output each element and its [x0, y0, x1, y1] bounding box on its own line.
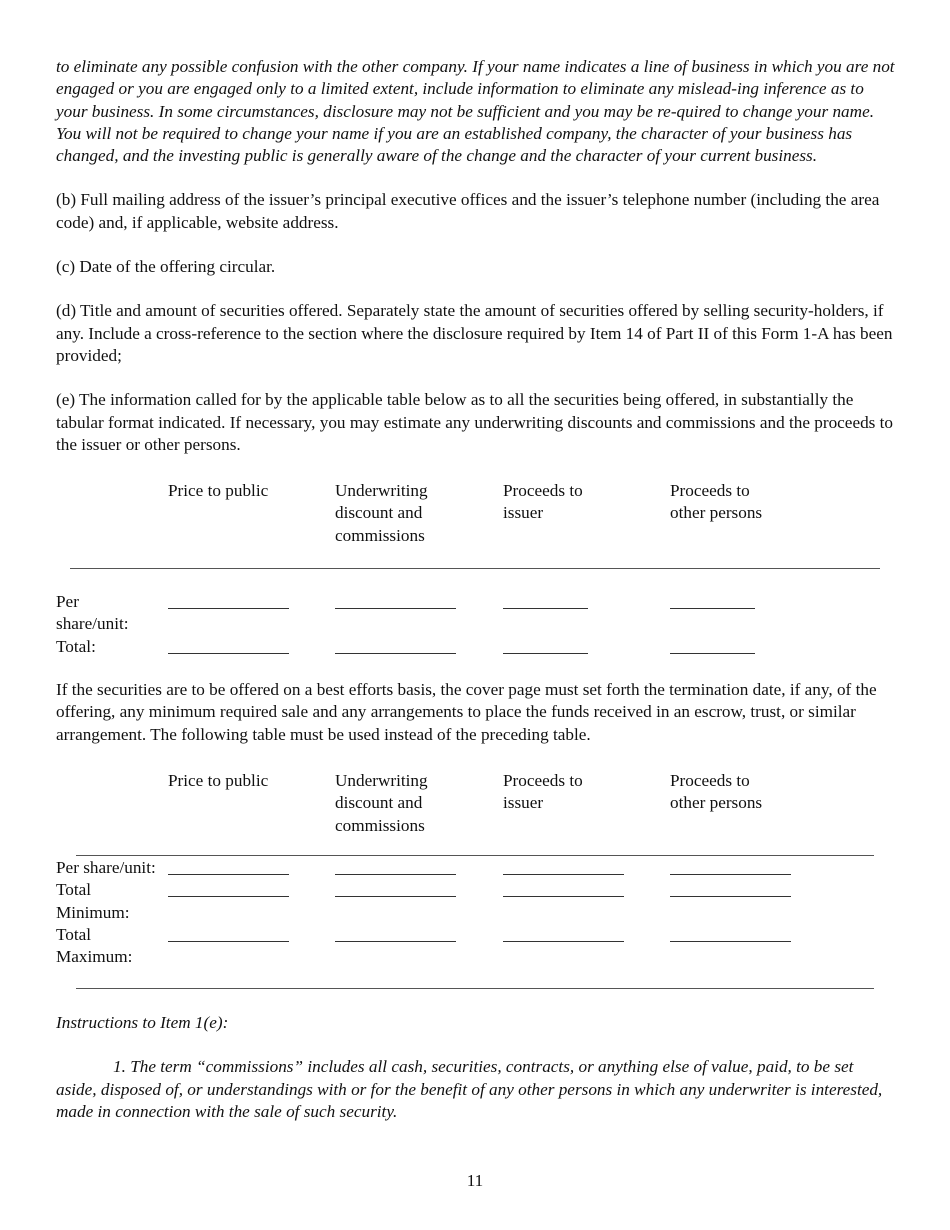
- item-1d-paragraph: (d) Title and amount of securities offered. Separately state the amount of securities offered by selling security-holders, if any. Include a cross-reference to the section where the disclosure required by Item 14 of Part II of this Form 1-A has been provided;: [56, 301, 893, 365]
- table-row: [56, 946, 896, 968]
- table-rule: [70, 568, 880, 569]
- blank-line: [335, 941, 456, 942]
- blank-line: [335, 608, 456, 609]
- row-label-per: Per: [56, 592, 79, 612]
- blank-line: [503, 608, 588, 609]
- blank-line: [670, 653, 755, 654]
- header-underwriting: Underwriting discount and commissions: [335, 771, 428, 835]
- row-label-per-share-unit: Per share/unit:: [56, 858, 156, 878]
- blank-line: [670, 896, 791, 897]
- row-label-maximum: Maximum:: [56, 947, 133, 967]
- blank-line: [168, 608, 289, 609]
- table-rule: [76, 988, 874, 989]
- table-row: [56, 902, 896, 924]
- best-efforts-table: [56, 770, 896, 1000]
- table-row: [56, 591, 896, 613]
- offering-table-header: [56, 480, 896, 560]
- document-page: [56, 56, 896, 1123]
- row-label-minimum: Minimum:: [56, 902, 130, 922]
- row-label-share-unit: share/unit:: [56, 614, 129, 634]
- table-row: [56, 857, 896, 879]
- page-number: 11: [466, 1171, 484, 1190]
- header-underwriting: Underwriting discount and commissions: [335, 481, 428, 545]
- name-confusion-paragraph: to eliminate any possible confusion with the other company. If your name indicates a line of business in which you are not engaged or you are engaged only to a limited extent, include information to eliminate any mislead-ing inference as to your business. In some circumstances, disclosure may not be sufficient and you may be re-quired to change your name. You will not be required to change your name if you are an established company, the character of your business has changed, and the investing public is generally aware of the change and the character of your current business.: [56, 57, 895, 166]
- instruction-1-paragraph: 1. The term “commissions” includes all cash, securities, contracts, or anything else of value, paid, to be set aside, disposed of, or understandings with or for the benefit of any other persons in which any underwriter is interested, made in connection with the sale of such security.: [56, 1057, 883, 1121]
- header-proceeds-issuer: Proceeds to issuer: [503, 771, 583, 813]
- blank-line: [670, 608, 755, 609]
- row-label-total-maximum: Total: [56, 924, 92, 944]
- blank-line: [503, 653, 588, 654]
- instructions-heading: Instructions to Item 1(e):: [56, 1013, 229, 1033]
- blank-line: [168, 941, 289, 942]
- blank-line: [503, 896, 624, 897]
- header-proceeds-other: Proceeds to other persons: [670, 771, 763, 813]
- blank-line: [168, 653, 289, 654]
- header-price-to-public: Price to public: [168, 481, 269, 501]
- blank-line: [168, 896, 289, 897]
- table-row: [56, 879, 896, 901]
- blank-line: [503, 874, 624, 875]
- blank-line: [335, 653, 456, 654]
- row-label-total: Total:: [56, 636, 96, 656]
- table-row: [56, 636, 896, 658]
- header-price-to-public: Price to public: [168, 771, 269, 791]
- row-label-total-minimum: Total: [56, 880, 92, 900]
- table-row: [56, 613, 896, 635]
- blank-line: [670, 941, 791, 942]
- offering-table: [56, 480, 896, 660]
- item-1e-paragraph: (e) The information called for by the applicable table below as to all the securities being offered, in substantially the tabular format indicated. If necessary, you may estimate any underwriting discounts and commissions and the proceeds to the issuer or other persons.: [56, 390, 894, 454]
- best-efforts-paragraph: If the securities are to be offered on a best efforts basis, the cover page must set forth the termination date, if any, of the offering, any minimum required sale and any arrangements to place the funds received in an escrow, trust, or similar arrangement. The following table must be used instead of the preceding table.: [56, 680, 877, 744]
- blank-line: [503, 941, 624, 942]
- header-proceeds-issuer: Proceeds to issuer: [503, 481, 583, 523]
- blank-line: [335, 874, 456, 875]
- table-rule: [76, 855, 874, 856]
- item-1b-paragraph: (b) Full mailing address of the issuer’s principal executive offices and the issuer’s telephone number (including the area code) and, if applicable, website address.: [56, 190, 880, 232]
- blank-line: [670, 874, 791, 875]
- best-efforts-table-header: [56, 770, 896, 850]
- table-row: [56, 924, 896, 946]
- blank-line: [335, 896, 456, 897]
- blank-line: [168, 874, 289, 875]
- item-1c-paragraph: (c) Date of the offering circular.: [56, 257, 276, 277]
- header-proceeds-other: Proceeds to other persons: [670, 481, 763, 523]
